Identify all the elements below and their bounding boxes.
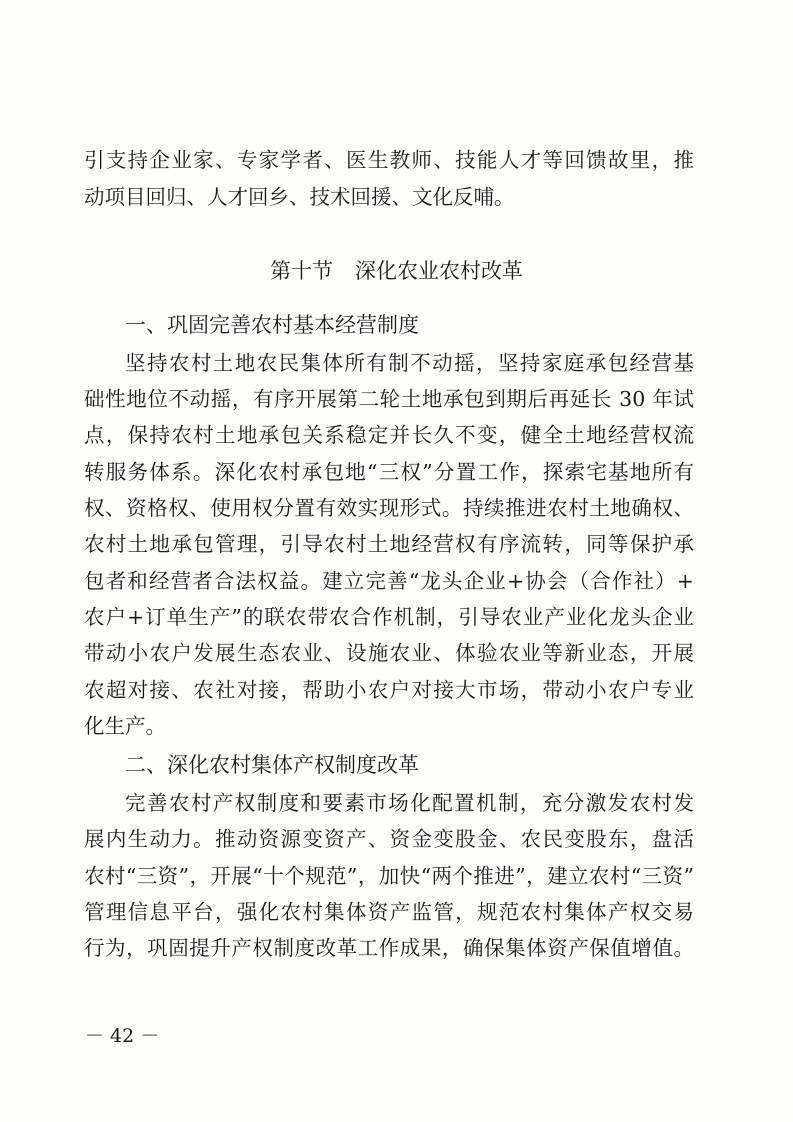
section-number: 第十节 [270,259,333,283]
body-line: 化生产。 [84,714,166,738]
body-line: 权、资格权、使用权分置有效实现形式。持续推进农村土地确权、 [84,496,694,520]
body-line: 转服务体系。深化农村承包地“三权”分置工作，探索宅基地所有 [84,460,694,484]
body-line: 完善农村产权制度和要素市场化配置机制，充分激发农村发 [125,791,694,815]
body-line: 带动小农户发展生态农业、设施农业、体验农业等新业态，开展 [84,641,694,665]
body-line: 包者和经营者合法权益。建立完善“龙头企业+协会（合作社）+ [84,569,694,593]
body-line: 农户+订单生产”的联农带农合作机制，引导农业产业化龙头企业 [84,605,694,629]
subsection-heading: 二、深化农村集体产权制度改革 [125,753,419,777]
page-number: － 42 － [85,1025,160,1047]
body-line: 引支持企业家、专家学者、医生教师、技能人才等回馈故里，推 [84,148,694,172]
body-line: 农村土地承包管理，引导农村土地经营权有序流转，同等保护承 [84,532,694,556]
body-line: 础性地位不动摇，有序开展第二轮土地承包到期后再延长 30 年试 [84,387,694,411]
body-line: 展内生动力。推动资源变资产、资金变股金、农民变股东，盘活 [84,827,694,851]
body-line: 行为，巩固提升产权制度改革工作成果，确保集体资产保值增值。 [84,936,694,960]
body-line: 农超对接、农社对接，帮助小农户对接大市场，带动小农户专业 [84,678,694,702]
body-line: 农村“三资”，开展“十个规范”，加快“两个推进”，建立农村“三资” [84,864,694,888]
section-title [0,257,793,285]
body-line: 动项目回归、人才回乡、技术回援、文化反哺。 [84,185,515,209]
body-line: 坚持农村土地农民集体所有制不动摇，坚持家庭承包经营基 [125,351,694,375]
body-line: 点，保持农村土地承包关系稳定并长久不变，健全土地经营权流 [84,423,694,447]
subsection-heading: 一、巩固完善农村基本经营制度 [125,313,419,337]
body-line: 管理信息平台，强化农村集体资产监管，规范农村集体产权交易 [84,900,694,924]
section-name: 深化农业农村改革 [355,259,523,283]
